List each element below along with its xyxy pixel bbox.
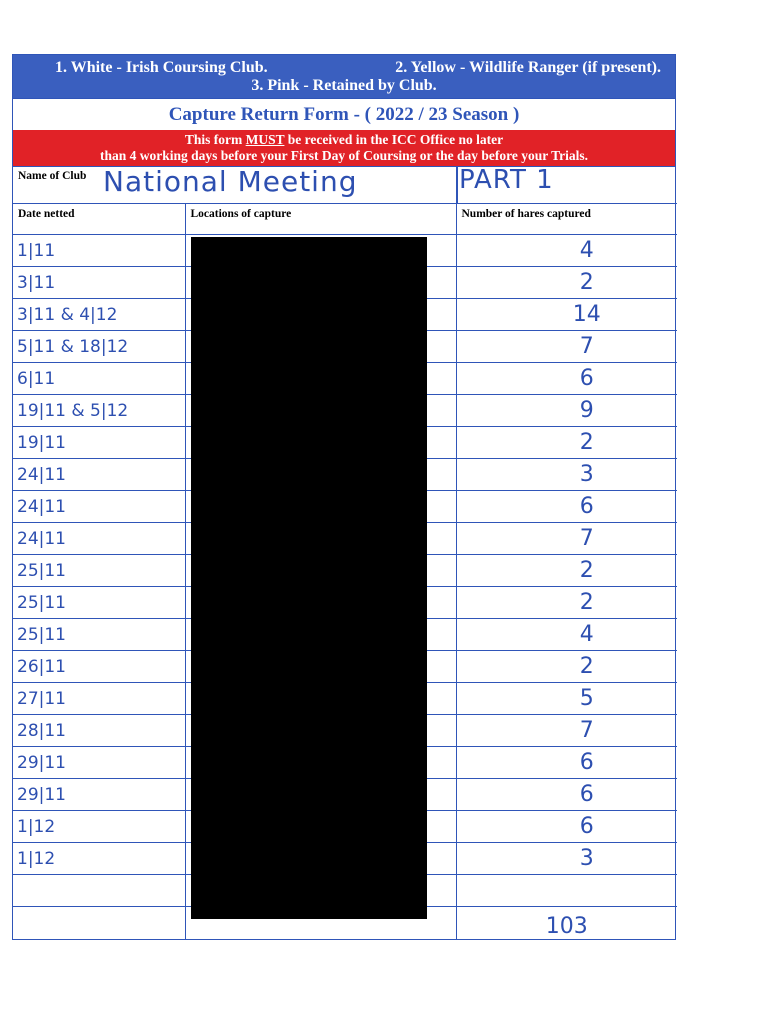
date-netted-cell: 25|11 [13,619,185,651]
date-netted-cell: 26|11 [13,651,185,683]
form-title: Capture Return Form - ( 2022 / 23 Season ) [13,98,675,130]
hares-captured-cell: 2 [456,587,677,619]
date-netted-cell: 24|11 [13,459,185,491]
copy-distribution-banner [13,55,675,98]
hares-captured-cell: 4 [456,235,677,267]
hares-captured-cell: 6 [456,491,677,523]
date-netted-cell: 29|11 [13,747,185,779]
hares-captured-cell: 2 [456,555,677,587]
hares-captured-cell: 9 [456,395,677,427]
date-netted-cell [13,875,185,907]
date-netted-cell: 1|12 [13,811,185,843]
notice-line-2: than 4 working days before your First Day of Coursing or the day before your Trials. [99,148,589,163]
date-netted-cell: 27|11 [13,683,185,715]
copy-pink-label: 3. Pink - Retained by Club. [251,77,437,94]
date-column-header: Date netted [13,204,185,235]
club-name-value: National Meeting [103,165,358,198]
total-value: 103 [456,907,677,939]
part-value: PART 1 [459,165,554,195]
total-blank-cell [13,907,185,939]
notice-text-pre: This form [184,132,246,147]
club-row-divider [456,167,458,203]
date-netted-cell: 29|11 [13,779,185,811]
hares-captured-cell: 7 [456,715,677,747]
hares-captured-cell: 6 [456,363,677,395]
date-netted-cell: 1|12 [13,843,185,875]
date-netted-cell: 25|11 [13,587,185,619]
hares-captured-cell: 4 [456,619,677,651]
date-netted-cell: 19|11 [13,427,185,459]
column-header-row [13,204,677,235]
hares-captured-cell: 7 [456,523,677,555]
date-netted-cell: 5|11 & 18|12 [13,331,185,363]
date-netted-cell: 1|11 [13,235,185,267]
date-netted-cell: 19|11 & 5|12 [13,395,185,427]
hares-captured-cell: 2 [456,427,677,459]
date-netted-cell: 24|11 [13,523,185,555]
hares-captured-cell [456,875,677,907]
club-name-label: Name of Club [18,170,87,182]
location-column-header: Locations of capture [185,204,456,235]
hares-captured-cell: 3 [456,843,677,875]
date-netted-cell: 24|11 [13,491,185,523]
date-netted-cell: 6|11 [13,363,185,395]
copy-white-label: 1. White - Irish Coursing Club. [55,59,268,76]
hares-captured-cell: 5 [456,683,677,715]
date-netted-cell: 28|11 [13,715,185,747]
date-netted-cell: 25|11 [13,555,185,587]
hares-captured-cell: 6 [456,811,677,843]
hares-captured-cell: 3 [456,459,677,491]
deadline-notice [13,130,675,166]
redacted-locations-block [191,237,427,919]
count-column-header: Number of hares captured [456,204,677,235]
date-netted-cell: 3|11 [13,267,185,299]
club-name-row [13,166,675,203]
hares-captured-cell: 6 [456,779,677,811]
hares-captured-cell: 2 [456,651,677,683]
date-netted-cell: 3|11 & 4|12 [13,299,185,331]
notice-text-post: be received in the ICC Office no later [284,132,504,147]
hares-captured-cell: 14 [456,299,677,331]
hares-captured-cell: 6 [456,747,677,779]
hares-captured-cell: 7 [456,331,677,363]
hares-captured-cell: 2 [456,267,677,299]
copy-yellow-label: 2. Yellow - Wildlife Ranger (if present). [395,59,661,76]
notice-emphasis: MUST [245,132,285,147]
